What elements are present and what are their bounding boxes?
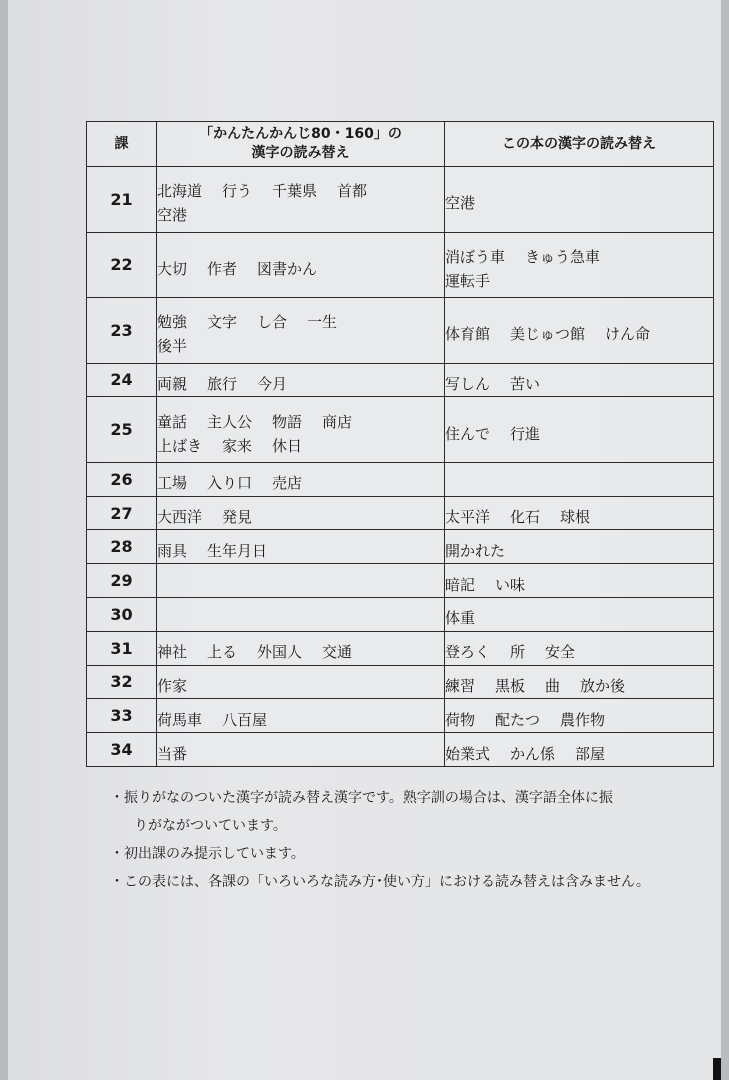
new-readings-cell	[445, 564, 714, 598]
new-readings-line	[445, 318, 713, 342]
new-readings-line	[445, 636, 713, 660]
new-readings-cell	[445, 733, 714, 767]
kanji-word: 空港	[445, 194, 476, 213]
new-header-text: この本の漢字の読み替え	[502, 135, 656, 152]
kanji-word: 外国人	[257, 643, 303, 662]
kanji-word: 旅行	[207, 374, 238, 393]
old-readings-cell	[157, 597, 445, 631]
kanji-word: 雨具	[157, 541, 188, 560]
lesson-number: 22	[87, 232, 157, 298]
new-readings-cell	[445, 462, 714, 496]
new-readings-cell	[445, 665, 714, 699]
new-readings-cell	[445, 232, 714, 298]
kanji-word: 商店	[322, 412, 353, 431]
kanji-word: 行う	[222, 182, 253, 201]
kanji-word: 上る	[207, 643, 238, 662]
table-body	[87, 167, 714, 767]
new-readings-line	[445, 670, 713, 694]
new-readings-line	[445, 738, 713, 762]
kanji-word: 八百屋	[222, 710, 268, 729]
lesson-number: 26	[87, 462, 157, 496]
old-readings-line	[157, 636, 444, 660]
kanji-word: 暗記	[445, 575, 476, 594]
old-readings-cell	[157, 298, 445, 364]
kanji-word: 入り口	[207, 474, 253, 493]
new-readings-cell	[445, 167, 714, 233]
new-readings-cell	[445, 363, 714, 397]
kanji-word: 行進	[510, 424, 541, 443]
old-readings-line	[157, 306, 444, 330]
notes	[100, 784, 720, 896]
kanji-word: きゅう急車	[525, 247, 601, 266]
page-edge-mark	[713, 1058, 721, 1080]
old-readings-line	[157, 253, 444, 277]
lesson-number: 21	[87, 167, 157, 233]
new-readings-line	[445, 241, 713, 265]
new-readings-line	[445, 187, 713, 211]
kanji-word: 写しん	[445, 374, 491, 393]
kanji-word: 練習	[445, 676, 476, 695]
kanji-word: 勉強	[157, 313, 188, 332]
table-row	[87, 232, 714, 298]
kanji-word: 荷物	[445, 710, 476, 729]
old-readings-line	[157, 175, 444, 199]
new-readings-line	[445, 602, 713, 626]
kanji-word: 両親	[157, 374, 188, 393]
lesson-number: 24	[87, 363, 157, 397]
lesson-number: 29	[87, 564, 157, 598]
kanji-word: 交通	[322, 643, 353, 662]
reading-change-table	[86, 121, 714, 767]
new-readings-cell	[445, 631, 714, 665]
kanji-word: 後半	[157, 337, 188, 356]
kanji-word: 黒板	[495, 676, 526, 695]
old-readings-line	[157, 406, 444, 430]
kanji-word: 化石	[510, 508, 541, 527]
kanji-word: 一生	[307, 313, 338, 332]
old-readings-line	[157, 368, 444, 392]
kanji-word: 配たつ	[495, 710, 541, 729]
new-readings-line	[445, 535, 713, 559]
lesson-number: 34	[87, 733, 157, 767]
note-2: ・初出課のみ提示しています。	[110, 846, 305, 862]
table-row	[87, 462, 714, 496]
table-row	[87, 397, 714, 463]
table-row	[87, 564, 714, 598]
table-row	[87, 496, 714, 530]
old-readings-cell	[157, 733, 445, 767]
kanji-word: 部屋	[575, 744, 606, 763]
old-readings-line	[157, 199, 444, 223]
old-readings-line	[157, 535, 444, 559]
old-readings-line	[157, 330, 444, 354]
note-1	[100, 784, 720, 840]
lesson-number: 28	[87, 530, 157, 564]
old-readings-line	[157, 430, 444, 454]
old-header-line-2: 漢字の読み替え	[251, 145, 350, 161]
note-3: ・この表には、各課の「いろいろな読み方･使い方」における読み替えは含みません。	[110, 874, 650, 890]
kanji-word: 休日	[272, 436, 303, 455]
kanji-word: 千葉県	[272, 182, 318, 201]
table-row	[87, 733, 714, 767]
new-readings-cell	[445, 530, 714, 564]
kanji-word: 図書かん	[257, 259, 318, 278]
kanji-word: 首都	[337, 182, 368, 201]
new-readings-line	[445, 368, 713, 392]
lesson-number: 27	[87, 496, 157, 530]
kanji-word: 体育館	[445, 325, 491, 344]
kanji-word: 美じゅつ館	[510, 325, 586, 344]
kanji-word: 住んで	[445, 424, 491, 443]
kanji-word: 物語	[272, 412, 303, 431]
kanji-word: 家来	[222, 436, 253, 455]
kanji-word: 空港	[157, 206, 188, 225]
new-readings-line	[445, 569, 713, 593]
lesson-column-header	[87, 122, 157, 167]
kanji-word: 農作物	[560, 710, 606, 729]
lesson-number: 23	[87, 298, 157, 364]
kanji-word: 文字	[207, 313, 238, 332]
kanji-word: かん係	[510, 744, 556, 763]
kanji-word: 大切	[157, 259, 188, 278]
kanji-word: 所	[510, 643, 526, 662]
old-header-line-1: 「かんたんかんじ80・160」の	[199, 126, 402, 142]
kanji-word: 荷馬車	[157, 710, 203, 729]
note-1-line-2: りがながついています。	[134, 818, 287, 834]
kanji-word: い味	[495, 575, 526, 594]
kanji-word: 太平洋	[445, 508, 491, 527]
kanji-word: 作家	[157, 676, 188, 695]
kanji-word: 球根	[560, 508, 591, 527]
table-row	[87, 298, 714, 364]
old-readings-line	[157, 738, 444, 762]
kanji-word: 放か後	[580, 676, 626, 695]
kanji-word: 発見	[222, 508, 253, 527]
table-row	[87, 363, 714, 397]
kanji-word: 童話	[157, 412, 188, 431]
old-readings-cell	[157, 167, 445, 233]
kanji-word: 作者	[207, 259, 238, 278]
new-readings-cell	[445, 699, 714, 733]
kanji-word: 運転手	[445, 271, 491, 290]
new-readings-line	[445, 501, 713, 525]
kanji-word: 今月	[257, 374, 288, 393]
old-readings-column-header	[157, 122, 445, 167]
kanji-word: 苦い	[510, 374, 541, 393]
table-row	[87, 631, 714, 665]
table-row	[87, 699, 714, 733]
old-readings-cell	[157, 564, 445, 598]
table-row	[87, 665, 714, 699]
lesson-number: 33	[87, 699, 157, 733]
kanji-word: 神社	[157, 643, 188, 662]
kanji-word: 主人公	[207, 412, 253, 431]
old-readings-cell	[157, 397, 445, 463]
lesson-number: 30	[87, 597, 157, 631]
kanji-word: 売店	[272, 474, 303, 493]
old-readings-line	[157, 704, 444, 728]
old-readings-cell	[157, 699, 445, 733]
old-readings-line	[157, 467, 444, 491]
kanji-word: 消ぼう車	[445, 247, 506, 266]
new-readings-cell	[445, 397, 714, 463]
note-1-line-1: ・振りがなのついた漢字が読み替え漢字です。熟字訓の場合は、漢字語全体に振	[110, 790, 613, 806]
lesson-number: 25	[87, 397, 157, 463]
kanji-word: 登ろく	[445, 643, 491, 662]
new-readings-line	[445, 704, 713, 728]
kanji-word: 体重	[445, 609, 476, 628]
table-row	[87, 530, 714, 564]
kanji-word: 当番	[157, 744, 188, 763]
old-readings-cell	[157, 232, 445, 298]
kanji-word: 生年月日	[207, 541, 268, 560]
new-readings-cell	[445, 298, 714, 364]
kanji-word: けん命	[605, 325, 651, 344]
old-readings-line	[157, 501, 444, 525]
table-row	[87, 597, 714, 631]
lesson-header-text: 課	[114, 135, 129, 152]
table-header-row	[87, 122, 714, 167]
old-readings-cell	[157, 496, 445, 530]
table-row	[87, 167, 714, 233]
kanji-word: 開かれた	[445, 541, 506, 560]
kanji-word: 工場	[157, 474, 188, 493]
new-readings-cell	[445, 597, 714, 631]
kanji-word: 曲	[545, 676, 561, 695]
old-readings-cell	[157, 665, 445, 699]
kanji-word: 安全	[545, 643, 576, 662]
old-readings-cell	[157, 363, 445, 397]
old-readings-cell	[157, 530, 445, 564]
kanji-word: 北海道	[157, 182, 203, 201]
kanji-word: し合	[257, 313, 288, 332]
lesson-number: 32	[87, 665, 157, 699]
new-readings-line	[445, 418, 713, 442]
kanji-word: 上ばき	[157, 436, 203, 455]
new-readings-column-header	[445, 122, 714, 167]
old-readings-cell	[157, 631, 445, 665]
kanji-word: 始業式	[445, 744, 491, 763]
old-readings-line	[157, 670, 444, 694]
lesson-number: 31	[87, 631, 157, 665]
new-readings-line	[445, 265, 713, 289]
old-readings-cell	[157, 462, 445, 496]
new-readings-cell	[445, 496, 714, 530]
kanji-word: 大西洋	[157, 508, 203, 527]
